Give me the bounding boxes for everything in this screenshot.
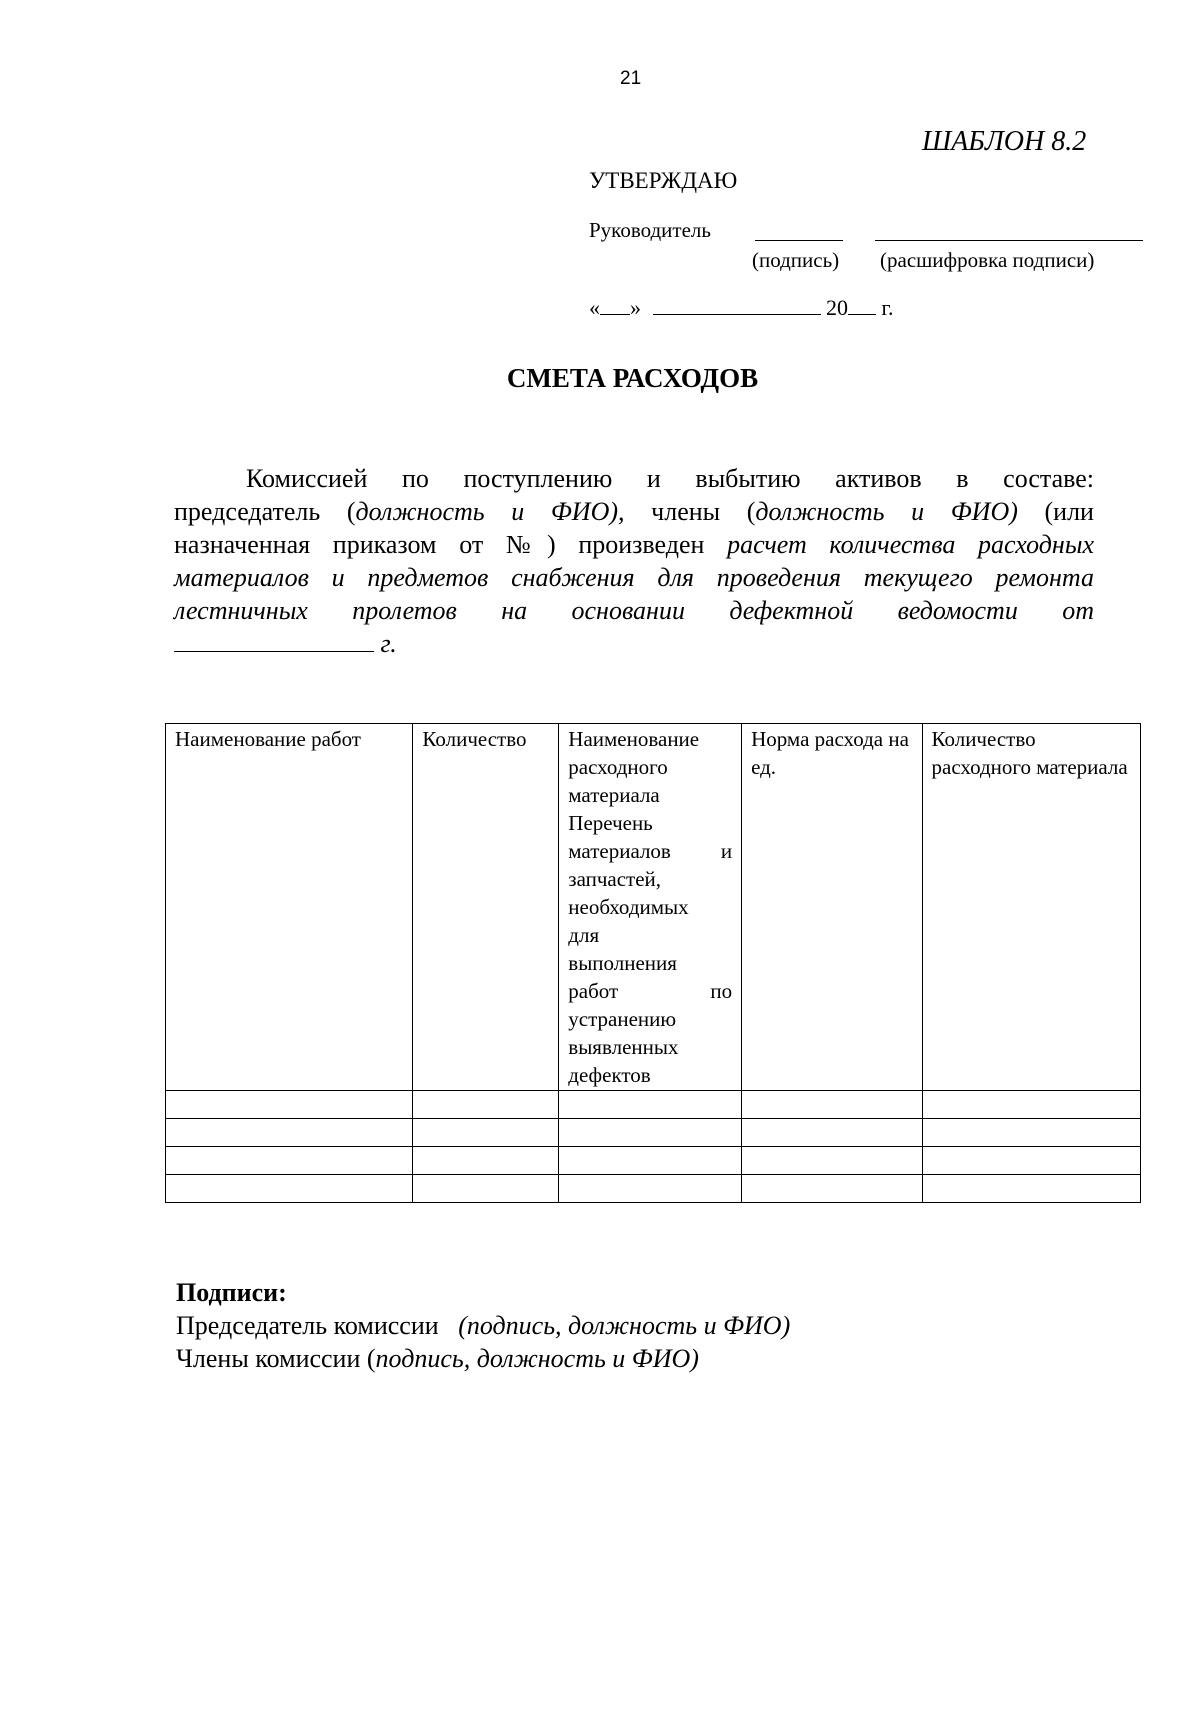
header-line: выполнения: [568, 951, 677, 975]
signature-caption: (подпись): [752, 248, 840, 272]
table-cell: [413, 1175, 559, 1203]
table-header-row: [166, 724, 1141, 1091]
document-title: СМЕТА РАСХОДОВ: [506, 363, 759, 393]
members-note: подпись, должность и ФИО): [375, 1344, 699, 1373]
year-prefix: 20: [826, 295, 848, 320]
signature-blank-line: [755, 240, 843, 241]
table-cell: [559, 1091, 742, 1119]
members-signature-line: [176, 1342, 790, 1375]
header-work-name: Наименование работ: [166, 724, 413, 1091]
table-cell: [742, 1147, 922, 1175]
table-cell: [559, 1119, 742, 1147]
table-cell: [166, 1175, 413, 1203]
table-cell: [922, 1091, 1140, 1119]
body-line-3: [174, 528, 1094, 561]
year-suffix: г.: [881, 295, 894, 320]
body-paragraph: [174, 462, 1094, 660]
chairman-label: Председатель комиссии: [176, 1311, 439, 1340]
body-italic-fragment: должность и ФИО),: [355, 497, 625, 526]
table-cell: [413, 1119, 559, 1147]
table-cell: [166, 1119, 413, 1147]
year-blank: [848, 314, 876, 315]
table-cell: [922, 1175, 1140, 1203]
header-line: материалов и: [568, 839, 733, 863]
signatures-heading: Подписи:: [176, 1278, 287, 1307]
date-close-quote: »: [630, 295, 641, 320]
table-row: [166, 1175, 1141, 1203]
signatures-block: [176, 1276, 790, 1375]
header-line: дефектов: [568, 1063, 651, 1087]
body-text-fragment: (или: [1017, 497, 1094, 526]
table-row: [166, 1091, 1141, 1119]
approval-date-row: [589, 295, 894, 321]
table-cell: [559, 1147, 742, 1175]
approval-title: УТВЕРЖДАЮ: [589, 168, 738, 193]
body-line-1: Комиссией по поступлению и выбытию активов в составе:: [246, 464, 1094, 493]
members-label: Члены комиссии (: [176, 1344, 376, 1373]
header-line: для: [568, 923, 600, 947]
header-material-name: [559, 724, 742, 1091]
table-cell: [413, 1147, 559, 1175]
header-line: Наименование: [568, 727, 700, 751]
approval-role-label: Руководитель: [589, 218, 711, 242]
body-italic-fragment: должность и ФИО): [755, 497, 1018, 526]
body-italic-fragment: расчет количества расходных: [727, 530, 1094, 559]
body-line-5: лестничных пролетов на основании дефектной ведомости от: [174, 596, 1094, 625]
body-italic-fragment: г.: [380, 629, 397, 658]
body-text-fragment: председатель (: [174, 497, 356, 526]
table-cell: [922, 1147, 1140, 1175]
chairman-signature-line: [176, 1309, 790, 1342]
body-line-2: [174, 495, 1094, 528]
table-cell: [166, 1147, 413, 1175]
body-line-6: [174, 627, 1094, 660]
table-cell: [559, 1175, 742, 1203]
header-line: Перечень: [568, 811, 653, 835]
table-cell: [166, 1091, 413, 1119]
page-number: 21: [620, 68, 642, 89]
header-line: расходного: [568, 755, 668, 779]
month-blank: [653, 314, 821, 315]
header-quantity: Количество: [413, 724, 559, 1091]
header-line: материала: [568, 783, 660, 807]
header-consumption-rate: Норма расхода на ед.: [742, 724, 922, 1091]
table-cell: [742, 1091, 922, 1119]
estimate-table: [165, 723, 1141, 1203]
table-cell: [922, 1119, 1140, 1147]
table-cell: [413, 1091, 559, 1119]
body-text-fragment: члены (: [624, 497, 756, 526]
day-blank: [600, 314, 630, 315]
header-line: запчастей,: [568, 867, 662, 891]
table-cell: [742, 1119, 922, 1147]
header-line: выявленных: [568, 1035, 679, 1059]
date-open-quote: «: [589, 295, 600, 320]
table-row: [166, 1119, 1141, 1147]
header-line: необходимых: [568, 895, 689, 919]
chairman-note: (подпись, должность и ФИО): [458, 1311, 791, 1340]
signature-decoding-caption: (расшифровка подписи): [880, 248, 1095, 272]
table-cell: [742, 1175, 922, 1203]
header-material-quantity: Количество расходного материала: [922, 724, 1140, 1091]
header-line: устранению: [568, 1007, 677, 1031]
table-row: [166, 1147, 1141, 1175]
statement-date-blank: [174, 651, 374, 652]
body-text-fragment: назначенная приказом от №) произведен: [174, 530, 728, 559]
template-label: ШАБЛОН 8.2: [922, 126, 1087, 157]
header-line: работ по: [568, 979, 733, 1003]
signature-decoding-blank-line: [875, 240, 1143, 241]
body-line-4: материалов и предметов снабжения для проведения текущего ремонта: [174, 563, 1094, 592]
